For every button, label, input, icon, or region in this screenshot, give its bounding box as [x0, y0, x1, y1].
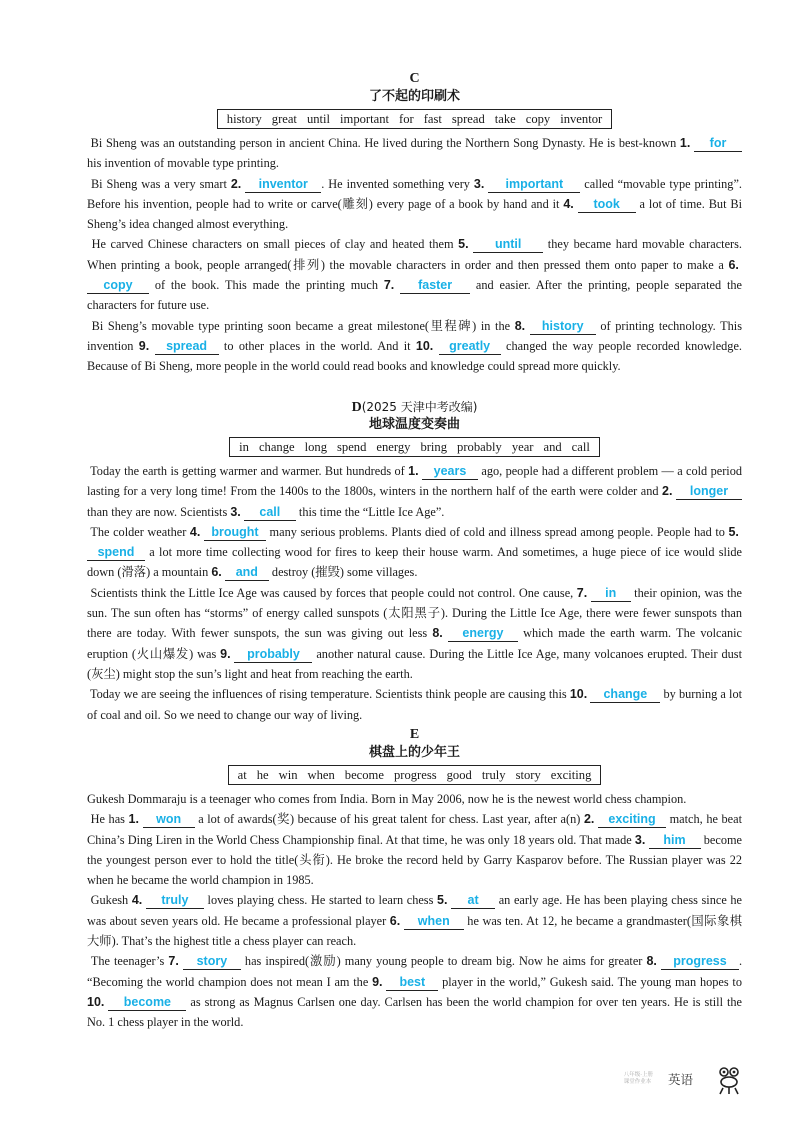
- answer-blank: in: [591, 586, 631, 602]
- section-e: [87, 726, 742, 1033]
- page-footer: [543, 1066, 743, 1096]
- section-title: 棋盘上的少年王: [368, 745, 460, 760]
- word-bank-item: change: [258, 440, 295, 454]
- answer-blank: inventor: [245, 177, 321, 193]
- answer-blank: won: [143, 812, 195, 828]
- paragraph: Bi Sheng’s movable type printing soon became a great milestone(里程碑) in the 8. history of printing technology. This invention 9. spread to other places in the world. And it 10. greatly changed the way people recorded knowledge. Because of Bi Sheng, more people in the world could read books and knowledge could spread more quickly.: [87, 318, 743, 374]
- paragraph: He carved Chinese characters on small pieces of clay and heated them 5. until they became hard movable characters. When printing a book, people arranged(排列) the movable characters in order and then pressed them onto paper to make a 6. copy of the book. This made the printing much 7. faster and easier. After the printing, people separated the characters for future use.: [87, 237, 743, 313]
- word-bank-item: he: [256, 768, 269, 782]
- answer-blank: faster: [400, 278, 470, 294]
- footer-series: 八年级·上册 课堂作业本: [623, 1072, 653, 1085]
- paragraph: Today we are seeing the influences of rising temperature. Scientists think people are causing this 10. change by burning a lot of coal and oil. So we need to change our way of living.: [87, 687, 743, 722]
- paragraph: Gukesh Dommaraju is a teenager who comes from India. Born in May 2006, now he is the newest world chess champion.: [87, 792, 687, 806]
- paragraph: Today the earth is getting warmer and warmer. But hundreds of 1. years ago, people had a different problem — a cold period lasting for a very long time! From the 1400s to the 1800s, winters in the northern half of the earth were colder and 2. longer than they are now. Scientists 3. call this time the “Little Ice Age”.: [87, 464, 742, 519]
- answer-blank: brought: [204, 525, 266, 541]
- answer-blank: spend: [87, 545, 145, 561]
- word-bank-item: when: [307, 768, 335, 782]
- paragraph: He has 1. won a lot of awards(奖) because of his great talent for chess. Last year, after a(n) 2. exciting match, he beat China’s Ding Liren in the World Chess Championship final. At that time, he was only 18 years old. That made 3. him become the youngest person ever to hold the title(头衔). He broke the record held by Garry Kasparov before. The Russian player was 22 when he became the world champion in 1985.: [87, 812, 743, 888]
- answer-blank: energy: [448, 626, 518, 642]
- answer-blank: progress: [661, 954, 739, 970]
- word-bank-item: bring: [420, 440, 448, 454]
- answer-blank: longer: [676, 484, 742, 500]
- answer-blank: story: [183, 954, 241, 970]
- answer-blank: and: [225, 565, 269, 581]
- answer-blank: until: [473, 237, 543, 253]
- section-d: [87, 398, 742, 725]
- answer-blank: him: [649, 833, 701, 849]
- word-bank-item: until: [306, 112, 331, 126]
- section-letter: E: [409, 727, 420, 742]
- answer-blank: become: [108, 995, 186, 1011]
- word-bank-item: year: [511, 440, 534, 454]
- answer-blank: probably: [234, 647, 312, 663]
- answer-blank: call: [244, 505, 296, 521]
- word-bank-item: take: [494, 112, 516, 126]
- answer-blank: copy: [87, 278, 149, 294]
- word-bank-item: exciting: [550, 768, 592, 782]
- word-bank-item: truly: [481, 768, 506, 782]
- mascot-icon: [715, 1066, 743, 1096]
- paragraph: The teenager’s 7. story has inspired(激励) many young people to dream big. Now he aims for greater 8. progress . “Becoming the world champion does not mean I am the 9. best player in the world,” Gukesh said. The young man hopes to 10. become as strong as Magnus Carlsen one day. Carlsen has been the world champion for over ten years. He is still the No. 1 chess player in the world.: [87, 954, 743, 1030]
- paragraph: Scientists think the Little Ice Age was caused by forces that people could not control. One cause, 7. in their opinion, was the sun. The sun often has “storms” of energy called sunspots (太阳黑子). During the Little Ice Age, there were fewer sunspots than there are today. With fewer sunspots, the sun was giving out less 8. energy which made the earth warm. The volcanic eruption (火山爆发) was 9. probably another natural cause. During the Little Ice Age, many volcanoes erupted. Their dust (灰尘) might stop the sun’s light and heat from reaching the earth.: [87, 585, 743, 681]
- section-title: 地球温度变奏曲: [368, 417, 460, 432]
- word-bank-item: story: [515, 768, 541, 782]
- answer-blank: greatly: [439, 339, 501, 355]
- word-bank: [228, 765, 602, 785]
- word-bank-item: progress: [393, 768, 437, 782]
- word-bank-item: in: [239, 440, 249, 454]
- footer-subject: 英语: [667, 1072, 693, 1087]
- word-bank-item: spread: [451, 112, 485, 126]
- section-letter: C: [409, 71, 420, 86]
- answer-blank: history: [530, 319, 596, 335]
- word-bank: [229, 437, 600, 457]
- answer-blank: exciting: [598, 812, 666, 828]
- section-c: [87, 70, 742, 377]
- word-bank-item: at: [237, 768, 247, 782]
- word-bank-item: good: [446, 768, 472, 782]
- answer-blank: took: [578, 197, 636, 213]
- word-bank-item: spend: [337, 440, 367, 454]
- word-bank-item: call: [571, 440, 590, 454]
- word-bank-item: fast: [423, 112, 442, 126]
- section-heading: [87, 398, 742, 416]
- word-bank-item: inventor: [560, 112, 603, 126]
- word-bank-item: become: [344, 768, 384, 782]
- word-bank: [217, 109, 612, 129]
- paragraph: The colder weather 4. brought many serious problems. Plants died of cold and illness spread among people. People had to 5. spend a lot more time collecting wood for fires to keep their house warm. And sometimes, a huge piece of ice would slide down (滑落) a mountain 6. and destroy (摧毁) some villages.: [87, 524, 742, 580]
- section-title: 了不起的印刷术: [368, 89, 460, 104]
- answer-blank: at: [451, 893, 495, 909]
- section-source: (2025 天津中考改编): [361, 400, 478, 414]
- answer-blank: for: [694, 136, 742, 152]
- word-bank-item: great: [271, 112, 297, 126]
- word-bank-item: win: [278, 768, 298, 782]
- section-letter: D: [351, 400, 362, 415]
- paragraph: Gukesh 4. truly loves playing chess. He started to learn chess 5. at an early age. He has been playing chess since he was about seven years old. He became a professional player 6. when he was ten. At 12, he became a grandmaster(国际象棋大师). That’s the highest title a chess player can reach.: [87, 893, 743, 949]
- answer-blank: when: [404, 914, 464, 930]
- answer-blank: truly: [146, 893, 204, 909]
- word-bank-item: long: [304, 440, 327, 454]
- answer-blank: important: [488, 177, 580, 193]
- word-bank-item: energy: [376, 440, 411, 454]
- word-bank-item: important: [340, 112, 389, 126]
- answer-blank: best: [386, 975, 438, 991]
- paragraph: Bi Sheng was an outstanding person in ancient China. He lived during the Northern Song Dynasty. He is best-known 1. for his invention of movable type printing.: [87, 133, 742, 174]
- word-bank-item: and: [543, 440, 562, 454]
- word-bank-item: for: [399, 112, 414, 126]
- answer-blank: spread: [155, 339, 219, 355]
- word-bank-item: copy: [525, 112, 551, 126]
- word-bank-item: probably: [457, 440, 502, 454]
- answer-blank: change: [590, 687, 660, 703]
- word-bank-item: history: [226, 112, 262, 126]
- paragraph: Bi Sheng was a very smart 2. inventor . He invented something very 3. important called “movable type printing”. Before his invention, people had to write or carve(雕刻) every page of a book by hand and it 4. took a lot of time. But Bi Sheng’s idea changed almost everything.: [87, 176, 742, 232]
- answer-blank: years: [422, 464, 478, 480]
